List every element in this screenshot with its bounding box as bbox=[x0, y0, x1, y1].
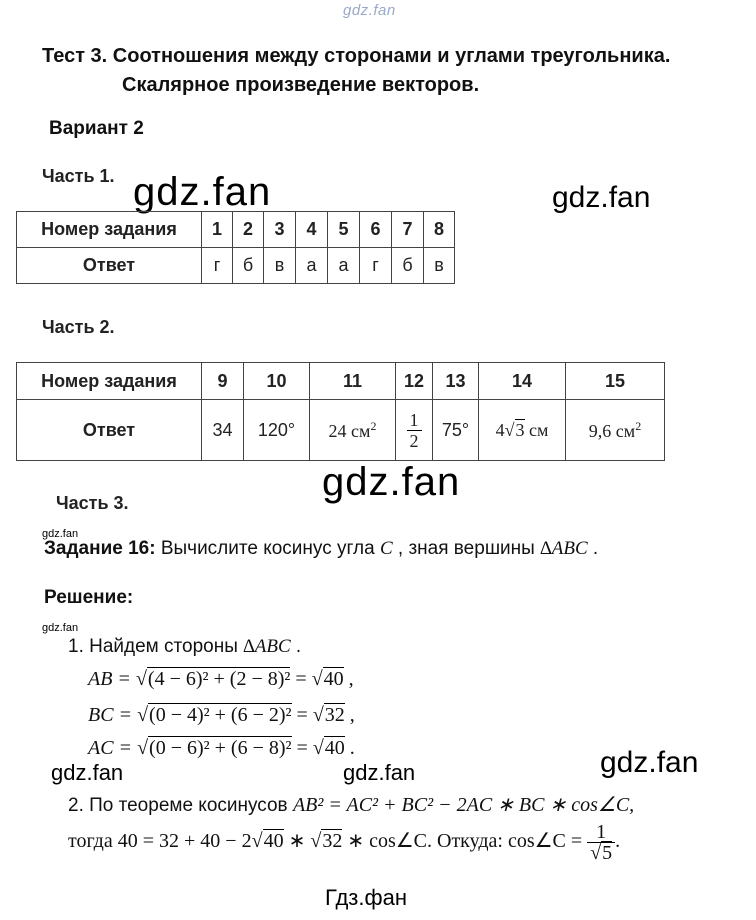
eq-lhs: AC = bbox=[88, 737, 138, 759]
watermark-top: gdz.fan bbox=[343, 2, 396, 19]
part3-label: Часть 3. bbox=[56, 493, 129, 513]
watermark: gdz.fan bbox=[42, 622, 79, 634]
equation-bc bbox=[88, 704, 355, 727]
eq-lhs: AB = bbox=[88, 668, 136, 690]
title-line-2: Скалярное произведение векторов. bbox=[122, 74, 480, 96]
task-16 bbox=[44, 538, 598, 560]
task-number: 8 bbox=[424, 212, 455, 248]
eq-sign: = bbox=[291, 737, 313, 759]
answer-cell: а bbox=[328, 248, 360, 284]
answer-unit: см bbox=[524, 419, 549, 440]
answer-value: 9,6 см bbox=[588, 420, 636, 441]
task-triangle: ∆ABC bbox=[540, 538, 588, 559]
sqrt-radicand: 40 bbox=[324, 737, 345, 759]
sqrt-sign: √ bbox=[310, 830, 322, 853]
sqrt-radicand: 40 bbox=[263, 830, 284, 853]
step-2 bbox=[68, 792, 634, 817]
task-number: 9 bbox=[202, 363, 244, 400]
task-number: 11 bbox=[310, 363, 396, 400]
sqrt-radicand: 3 bbox=[515, 419, 525, 440]
sqrt-sign: √ bbox=[251, 830, 263, 853]
task-label: Задание 16: bbox=[44, 538, 156, 559]
task-number: 10 bbox=[244, 363, 310, 400]
eq-end: , bbox=[344, 704, 355, 726]
header-label: Номер задания bbox=[17, 363, 202, 400]
step-3-end: . bbox=[615, 830, 621, 853]
step-2-text: 2. По теореме косинусов bbox=[68, 795, 293, 816]
step-1-triangle: ∆ABC bbox=[243, 636, 291, 657]
solution-label: Решение: bbox=[44, 587, 134, 608]
sqrt-radicand: (0 − 4)² + (6 − 2)² bbox=[149, 704, 292, 726]
answer-cell: в bbox=[424, 248, 455, 284]
step-3 bbox=[68, 822, 620, 863]
part1-answer-table bbox=[16, 211, 455, 284]
answer-label: Ответ bbox=[17, 400, 202, 461]
fraction-denominator: 2 bbox=[409, 430, 419, 451]
footer-watermark: Гдз.фан bbox=[325, 885, 407, 910]
step-1-end: . bbox=[290, 636, 302, 657]
sqrt-radicand: 40 bbox=[323, 668, 344, 690]
answer-cell bbox=[396, 400, 433, 461]
fraction-numerator: 1 bbox=[407, 410, 422, 431]
sqrt-sign: √ bbox=[590, 842, 602, 864]
answer-cell: г bbox=[360, 248, 392, 284]
task-text: Вычислите косинус угла bbox=[155, 538, 380, 559]
answer-cell: б bbox=[233, 248, 264, 284]
task-number: 7 bbox=[392, 212, 424, 248]
sqrt-sign: √ bbox=[137, 737, 149, 759]
watermark: gdz.fan bbox=[51, 760, 124, 785]
sqrt-radicand: (4 − 6)² + (2 − 8)² bbox=[147, 668, 291, 690]
step-3-b: ∗ bbox=[283, 830, 311, 853]
watermark: gdz.fan bbox=[343, 760, 416, 785]
answer-exponent: 2 bbox=[635, 418, 642, 433]
answer-label: Ответ bbox=[17, 248, 202, 284]
watermark: gdz.fan bbox=[552, 181, 651, 214]
task-number: 1 bbox=[202, 212, 233, 248]
eq-sign: = bbox=[291, 704, 313, 726]
task-text-2: , зная вершины bbox=[392, 538, 541, 559]
sqrt-radicand: 32 bbox=[324, 704, 345, 726]
step-1 bbox=[68, 636, 301, 658]
equation-ac bbox=[88, 737, 355, 760]
watermark: gdz.fan bbox=[322, 460, 461, 504]
task-number: 14 bbox=[479, 363, 566, 400]
sqrt-radicand: 5 bbox=[602, 842, 613, 864]
task-number: 5 bbox=[328, 212, 360, 248]
sqrt-sign: √ bbox=[504, 419, 515, 440]
header-label: Номер задания bbox=[17, 212, 202, 248]
task-number: 3 bbox=[264, 212, 296, 248]
answer-cell bbox=[310, 400, 396, 461]
eq-lhs: BC = bbox=[88, 704, 138, 726]
equation-ab bbox=[88, 668, 354, 691]
eq-end: . bbox=[344, 737, 355, 759]
answer-exponent: 2 bbox=[370, 418, 377, 433]
task-number: 6 bbox=[360, 212, 392, 248]
task-number: 13 bbox=[433, 363, 479, 400]
part2-label: Часть 2. bbox=[42, 317, 115, 337]
answer-cell: г bbox=[202, 248, 233, 284]
fraction bbox=[587, 822, 615, 863]
variant-label: Вариант 2 bbox=[49, 118, 144, 139]
task-number: 2 bbox=[233, 212, 264, 248]
part2-answer-table bbox=[16, 362, 665, 461]
answer-cell: 34 bbox=[202, 400, 244, 461]
answer-cell: б bbox=[392, 248, 424, 284]
task-end: . bbox=[587, 538, 599, 559]
page-title bbox=[42, 42, 670, 100]
step-2-formula: AB² = AC² + BC² − 2AC ∗ BC ∗ cos∠C, bbox=[292, 794, 635, 816]
step-3-c: ∗ cos∠C. Откуда: cos∠C = bbox=[342, 830, 588, 853]
sqrt-sign: √ bbox=[137, 704, 149, 726]
task-number: 12 bbox=[396, 363, 433, 400]
title-line-1: Тест 3. Соотношения между сторонами и углами треугольника. bbox=[42, 45, 671, 67]
task-var: C bbox=[379, 538, 393, 559]
sqrt-radicand: (0 − 6)² + (6 − 8)² bbox=[149, 737, 292, 759]
sqrt-radicand: 32 bbox=[322, 830, 343, 853]
fraction-numerator: 1 bbox=[587, 822, 615, 843]
fraction-denominator bbox=[587, 843, 615, 863]
answer-cell: а bbox=[296, 248, 328, 284]
answer-cell: в bbox=[264, 248, 296, 284]
answer-cell: 75° bbox=[433, 400, 479, 461]
sqrt-sign: √ bbox=[311, 668, 323, 690]
sqrt-sign: √ bbox=[135, 668, 147, 690]
eq-sign: = bbox=[290, 668, 312, 690]
part1-label: Часть 1. bbox=[42, 166, 115, 186]
answer-cell: 120° bbox=[244, 400, 310, 461]
fraction bbox=[407, 410, 422, 451]
watermark: gdz.fan bbox=[42, 528, 79, 540]
answer-coef: 4 bbox=[495, 419, 505, 440]
sqrt-sign: √ bbox=[312, 737, 324, 759]
task-number: 15 bbox=[566, 363, 665, 400]
answer-cell bbox=[566, 400, 665, 461]
eq-end: , bbox=[343, 668, 354, 690]
step-1-text: 1. Найдем стороны bbox=[68, 636, 244, 657]
answer-value: 24 см bbox=[328, 420, 371, 441]
task-number: 4 bbox=[296, 212, 328, 248]
sqrt-sign: √ bbox=[312, 704, 324, 726]
watermark: gdz.fan bbox=[600, 746, 699, 779]
watermark: gdz.fan bbox=[133, 170, 272, 214]
answer-cell bbox=[479, 400, 566, 461]
step-3-a: тогда 40 = 32 + 40 − 2 bbox=[68, 830, 252, 853]
